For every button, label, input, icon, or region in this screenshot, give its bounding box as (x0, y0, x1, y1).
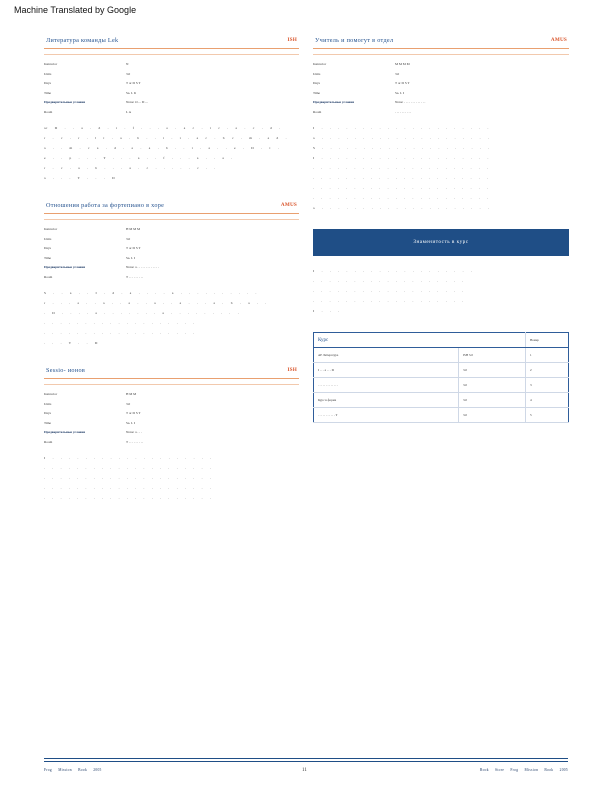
meta-value: None: a . . . . . . . . . . . . . (126, 265, 159, 269)
table-cell-code: ISH 3.0 (459, 348, 526, 363)
meta-row (44, 392, 299, 402)
meta-row (313, 91, 569, 101)
table-cell-code: 3.0 (459, 408, 526, 423)
table-row (314, 393, 569, 408)
meta-value: T or D S T (126, 81, 141, 85)
right-column (313, 32, 569, 423)
meta-row (44, 402, 299, 412)
description-line: . . . . . . . . . . . . . . . . . . . . . . (313, 166, 489, 170)
meta-row (313, 110, 569, 120)
description-line: . . . . . . . . . . . . . . . . . . . . . . (313, 196, 489, 200)
footer-left-text: Frog Mission Book 2005 (44, 768, 102, 772)
description-line: . . . T . . D (44, 341, 98, 345)
description-line: a . . m . c a . d . a . a . b . . t . a . . e . D . t . (44, 146, 279, 150)
meta-label: Days (313, 81, 320, 85)
page-number: 11 (302, 768, 307, 773)
meta-value: H M M M (126, 227, 141, 231)
meta-value: . . . . . . . . . . (395, 109, 412, 114)
description-line: I . . . . . . . . . . . . . . . . . . . (313, 269, 473, 273)
section-code: AMUS (550, 37, 567, 43)
course-meta (44, 392, 299, 449)
meta-label: Room (44, 109, 53, 114)
description-line: a . . . T . . . D (44, 176, 115, 180)
description-line: a . . . . . . . . . . . . . . . . . . . . . (313, 206, 490, 210)
table-row (314, 408, 569, 423)
description-line: r . c . r . l t . a . b . . t . r . a c . b c . m . a d . (44, 136, 287, 140)
section-title: Литература команды Lek (46, 37, 119, 44)
meta-value: H M M (126, 392, 137, 396)
meta-label: Instructor (313, 62, 327, 66)
description-line: I . . . (313, 309, 340, 313)
meta-row (44, 440, 299, 450)
meta-label: Days (44, 411, 51, 415)
course-description (44, 288, 299, 348)
meta-value: Sa. I. I (395, 90, 405, 95)
left-column (44, 32, 299, 503)
meta-label: Time (44, 420, 52, 425)
section-rule (44, 219, 299, 220)
meta-label: Units (44, 71, 52, 76)
section-rule (44, 54, 299, 55)
meta-row (44, 62, 299, 72)
section-code: ISH (287, 37, 297, 43)
meta-label: Instructor (44, 392, 58, 396)
meta-row (44, 275, 299, 285)
meta-value: 3.0 (126, 401, 131, 406)
meta-label: Предварительные условия (44, 100, 86, 104)
course-meta (44, 227, 299, 284)
description-line: . . . . . . . . . . . . . . . . . . . . . (44, 496, 212, 500)
table-cell-course: . . . . . . . . . . . . . (314, 378, 459, 393)
description-line: . . . . . . . . . . . . . . . . . . . (313, 279, 464, 283)
meta-value: T . . . . . . . . . (126, 274, 144, 279)
section-title: Отношения работа за фортепиано в хоре (46, 202, 165, 209)
description-line: I . . . . . . . . . . . . . . . . . . . . (44, 456, 212, 460)
meta-row (44, 110, 299, 120)
meta-row (44, 81, 299, 91)
description-line: a . . . . . . . . . . . . . . . . . . . . . (313, 136, 490, 140)
course-description (44, 453, 299, 503)
meta-label: Room (313, 109, 322, 114)
meta-label: Instructor (44, 227, 58, 231)
section-header (44, 32, 299, 49)
description-line: . . . . . . . . . . . . . . . . . . . (44, 321, 195, 325)
table-cell-course: . . . . . . . . . . . T (314, 408, 459, 423)
meta-row (44, 72, 299, 82)
description-line: . . . . . . . . . . . . . . . . . . . . . (44, 476, 212, 480)
meta-label: Предварительные условия (44, 430, 86, 434)
section-rule (313, 54, 569, 55)
description-line: e . . p . . . T . . . a . . f . . . a . . a . (44, 156, 233, 160)
meta-value: Sa. I. I (126, 420, 136, 425)
meta-label: Time (44, 255, 52, 260)
table-cell-code: 3.0 (459, 363, 526, 378)
meta-label: Room (44, 274, 53, 279)
description-line: S . . a . . I . d . a . . . . a . . . . . . . . . . (44, 291, 257, 295)
description-line: r . c . a . b . . . a . c . . . . . c . . (44, 166, 216, 170)
meta-row (44, 430, 299, 440)
section-code: ISH (287, 367, 297, 373)
feature-title: Знаменитость в курс (413, 239, 469, 245)
meta-value: 3.0 (126, 71, 131, 76)
course-section-3 (44, 362, 299, 503)
feature-description (313, 266, 569, 316)
meta-value: N (126, 62, 129, 66)
table-cell-code: 3.0 (459, 378, 526, 393)
description-line: . D . . . . a . . . . . . . a . . . . . . . . . (44, 311, 239, 315)
description-line: . . . . . . . . . . . . . . . . . . . . . . (313, 176, 489, 180)
meta-label: Units (44, 401, 52, 406)
meta-value: T or D S T (126, 411, 141, 415)
feature-banner (313, 229, 569, 256)
section-header (44, 362, 299, 379)
section-title: Sessio- ионов (46, 367, 86, 374)
table-header-course: Курс (314, 333, 526, 348)
section-title: Учитель и помогут в отдел (315, 37, 394, 44)
meta-value: Sa. I. Ii (126, 90, 136, 95)
meta-label: Предварительные условия (44, 265, 86, 269)
meta-row (44, 265, 299, 275)
meta-row (44, 411, 299, 421)
section-code: AMUS (280, 202, 297, 208)
meta-value: None: . . . . . . . . . . . . . (395, 100, 426, 104)
course-section-1 (44, 32, 299, 183)
table-row (314, 378, 569, 393)
meta-value: T . . . . . . . . . (126, 439, 144, 444)
description-line: . . . . . . . . . . . . . . . . . . . . . (44, 486, 212, 490)
table-cell-number: 1 (526, 348, 569, 363)
course-description (313, 123, 569, 213)
meta-value: M M M M (395, 62, 410, 66)
table-header-number: Номер (526, 333, 569, 348)
meta-label: Days (44, 81, 51, 85)
table-cell-course: I . . . a . . . D (314, 363, 459, 378)
meta-label: Instructor (44, 62, 58, 66)
meta-row (44, 100, 299, 110)
table-cell-code: 3.0 (459, 393, 526, 408)
meta-row (44, 91, 299, 101)
meta-label: Room (44, 439, 53, 444)
meta-value: 3.0 (395, 71, 400, 76)
table-cell-number: 3 (526, 378, 569, 393)
table-cell-course: AP Литература (314, 348, 459, 363)
meta-label: Units (44, 236, 52, 241)
description-line: I . . . . . . . . . . . . . . . . . . . . . (313, 156, 489, 160)
footer-rule (44, 758, 568, 759)
description-line: S . . . . . . . . . . . . . . . . . . . . . (313, 146, 490, 150)
meta-row (44, 256, 299, 266)
meta-value: None: O ... D ... (126, 100, 148, 104)
course-meta (44, 62, 299, 119)
meta-label: Units (313, 71, 321, 76)
description-line: I . . . . . . . . . . . . . . . . . . . . . (313, 126, 489, 130)
course-meta (313, 62, 569, 119)
table-row (314, 348, 569, 363)
course-section-2 (44, 197, 299, 348)
course-table (313, 332, 569, 423)
meta-row (313, 72, 569, 82)
section-rule (44, 384, 299, 385)
footer-rule (44, 761, 568, 762)
description-line: r . . . a . . a . . a . . a . . a . . . a . b . a . . (44, 301, 267, 305)
course-section-4 (313, 32, 569, 213)
meta-label: Time (44, 90, 52, 95)
table-cell-number: 4 (526, 393, 569, 408)
meta-value: T or D S T (395, 81, 410, 85)
description-line: . . . . . . . . . . . . . . . . . . . (313, 299, 464, 303)
meta-label: Time (313, 90, 321, 95)
meta-label: Предварительные условия (313, 100, 355, 104)
section-header (44, 197, 299, 214)
table-cell-number: 5 (526, 408, 569, 423)
section-header (313, 32, 569, 49)
meta-row (44, 227, 299, 237)
description-line: . . . . . . . . . . . . . . . . . . . (313, 289, 464, 293)
description-line: . . . . . . . . . . . . . . . . . . . . . (44, 466, 212, 470)
meta-value: Sa. I. I (126, 255, 136, 260)
footer-right-text: Book Store Frog Mission Book 2005 (479, 768, 568, 772)
meta-label: Days (44, 246, 51, 250)
meta-value: None: a . . . (126, 430, 142, 434)
meta-row (313, 62, 569, 72)
description-line: . . . . . . . . . . . . . . . . . . . (44, 331, 195, 335)
description-line: . . . . . . . . . . . . . . . . . . . . . . (313, 186, 489, 190)
meta-row (44, 237, 299, 247)
meta-row (313, 100, 569, 110)
meta-row (44, 246, 299, 256)
machine-translated-banner: Machine Translated by Google (14, 5, 137, 15)
description-line: ac D . . a . d . r . f . . . o . a c . t c . a . c . d . (44, 126, 281, 130)
meta-value: T or D S T (126, 246, 141, 250)
table-row (314, 363, 569, 378)
table-header-row (314, 333, 569, 348)
table-cell-number: 2 (526, 363, 569, 378)
meta-value: 3.0 (126, 236, 131, 241)
meta-row (44, 421, 299, 431)
meta-row (313, 81, 569, 91)
course-description (44, 123, 299, 183)
table-cell-course: Курс в форма (314, 393, 459, 408)
meta-value: I. A (126, 109, 132, 114)
